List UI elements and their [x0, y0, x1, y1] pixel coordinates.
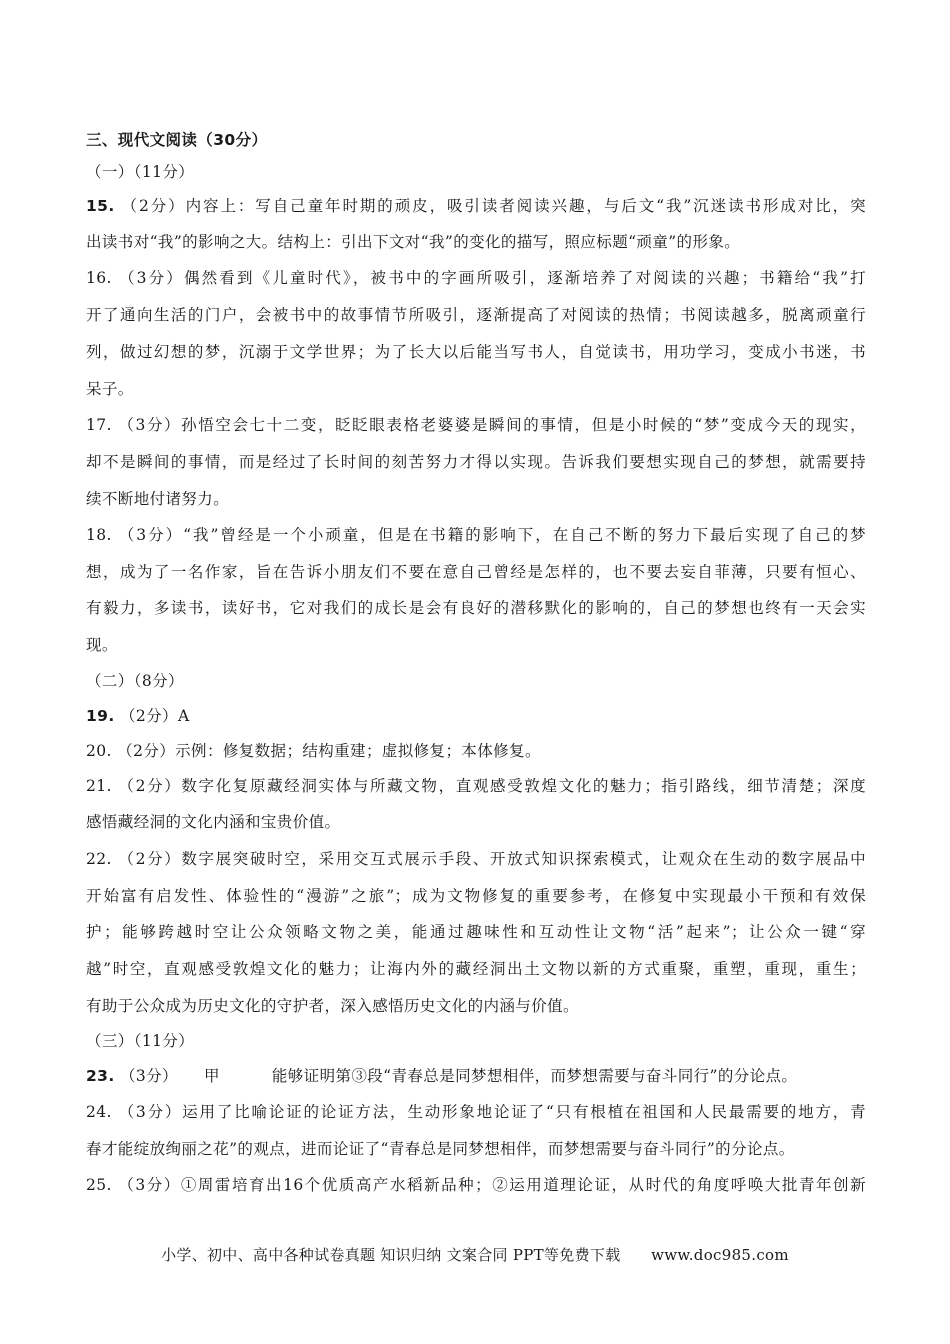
q22-line3: 护；能够跨越时空让公众领略文物之美，能通过趣味性和互动性让文物“活”起来”；让公众一键“穿	[86, 923, 866, 941]
q15-number: 15.	[86, 197, 115, 215]
q16-line3: 列，做过幻想的梦，沉溺于文学世界；为了长大以后能当写书人，自觉读书，用功学习，变成小书迷，书	[86, 343, 866, 361]
q23-score: （3分）	[120, 1067, 178, 1085]
q18-line4: 现。	[86, 636, 118, 654]
q23-number: 23.	[86, 1067, 115, 1085]
q17-line2: 却不是瞬间的事情，而是经过了长时间的刻苦努力才得以实现。告诉我们要想实现自己的梦想，就需要持	[86, 453, 866, 471]
page-footer: 小学、初中、高中各种试卷真题 知识归纳 文案合同 PPT等免费下载 www.doc985.com	[161, 1246, 789, 1264]
q17-line3: 续不断地付诸努力。	[86, 490, 230, 508]
section-title: 三、现代文阅读（30分）	[86, 131, 268, 149]
q25-line1: 25. （3分）①周雷培育出16个优质高产水稻新品种；②运用道理论证，从时代的角度呼唤大批青年创新	[86, 1176, 866, 1194]
q21-line1: 21. （2分）数字化复原藏经洞实体与所藏文物，直观感受敦煌文化的魅力；指引路线，细节清楚；深度	[86, 777, 866, 795]
q23-answer: 甲	[203, 1067, 220, 1085]
q23-line	[86, 1066, 866, 1086]
part3-header: （三）（11分）	[86, 1032, 195, 1050]
q19-number: 19.	[86, 707, 115, 725]
q20-line1: 20. （2分）示例：修复数据；结构重建；虚拟修复；本体修复。	[86, 742, 541, 760]
q15-line1	[86, 196, 866, 216]
q19-text: （2分）A	[120, 707, 190, 725]
q16-line1: 16. （3分）偶然看到《儿童时代》，被书中的字画所吸引，逐渐培养了对阅读的兴趣；书籍给“我”打	[86, 269, 866, 287]
q23-text: 能够证明第③段“青春总是同梦想相伴，而梦想需要与奋斗同行”的分论点。	[271, 1067, 798, 1085]
q22-line2: 开始富有启发性、体验性的“漫游”之旅”；成为文物修复的重要参考，在修复中实现最小干预和有效保	[86, 887, 866, 905]
part2-header: （二）（8分）	[86, 672, 184, 690]
q22-line5: 有助于公众成为历史文化的守护者，深入感悟历史文化的内涵与价值。	[86, 997, 579, 1015]
q18-line1: 18. （3分）“我”曾经是一个小顽童，但是在书籍的影响下，在自己不断的努力下最后实现了自己的梦	[86, 526, 866, 544]
q19-line	[86, 706, 866, 726]
q18-line3: 有毅力，多读书，读好书，它对我们的成长是会有良好的潜移默化的影响的，自己的梦想也终有一天会实	[86, 599, 866, 617]
q18-line2: 想，成为了一名作家，旨在告诉小朋友们不要在意自己曾经是怎样的，也不要去妄自菲薄，只要有恒心、	[86, 563, 866, 581]
q22-line1: 22. （2分）数字展突破时空，采用交互式展示手段、开放式知识探索模式，让观众在生动的数字展品中	[86, 850, 866, 868]
q24-line2: 春才能绽放绚丽之花”的观点，进而论证了“青春总是同梦想相伴，而梦想需要与奋斗同行”的分论点。	[86, 1140, 795, 1158]
part1-header: （一）（11分）	[86, 163, 195, 181]
q17-line1: 17. （3分）孙悟空会七十二变，眨眨眼表格老婆婆是瞬间的事情，但是小时候的“梦”变成今天的现实，	[86, 416, 866, 434]
q15-line2: 出读书对“我”的影响之大。结构上：引出下文对“我”的变化的描写，照应标题“顽童”的形象。	[86, 233, 741, 251]
q24-line1: 24. （3分）运用了比喻论证的论证方法，生动形象地论证了“只有根植在祖国和人民最需要的地方，青	[86, 1103, 866, 1121]
q16-line2: 开了通向生活的门户，会被书中的故事情节所吸引，逐渐提高了对阅读的热情；书阅读越多，脱离顽童行	[86, 306, 866, 324]
q15-text: （2分）内容上：写自己童年时期的顽皮，吸引读者阅读兴趣，与后文“我”沉迷读书形成对比，突	[121, 197, 866, 215]
q21-line2: 感悟藏经洞的文化内涵和宝贵价值。	[86, 813, 341, 831]
q22-line4: 越”时空，直观感受敦煌文化的魅力；让海内外的藏经洞出土文物以新的方式重聚，重塑，重现，重生；	[86, 960, 866, 978]
q16-line4: 呆子。	[86, 380, 134, 398]
